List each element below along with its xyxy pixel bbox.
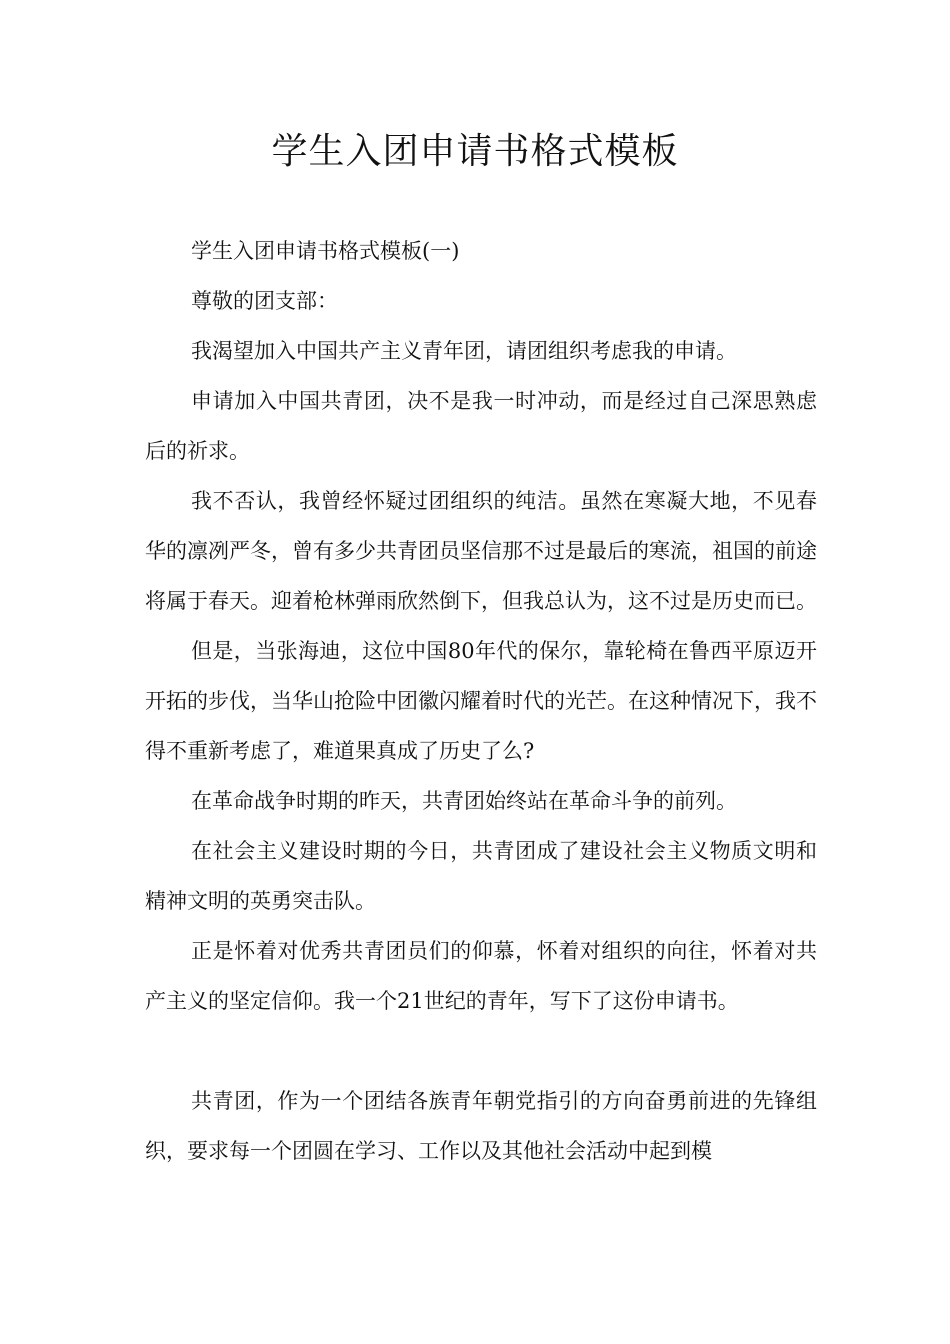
body-paragraph: 正是怀着对优秀共青团员们的仰慕，怀着对组织的向往，怀着对共产主义的坚定信仰。我一个21世纪的青年，写下了这份申请书。	[145, 939, 817, 1013]
body-paragraph: 申请加入中国共青团，决不是我一时冲动，而是经过自己深思熟虑后的祈求。	[145, 389, 817, 463]
subtitle-paragraph: 学生入团申请书格式模板(一)	[191, 239, 460, 263]
page-title: 学生入团申请书格式模板	[271, 131, 679, 172]
document-body	[145, 226, 817, 1176]
paragraph-spacer	[145, 1026, 817, 1076]
body-paragraph: 但是，当张海迪，这位中国80年代的保尔，靠轮椅在鲁西平原迈开开拓的步伐，当华山抢险中团徽闪耀着时代的光芒。在这种情况下，我不得不重新考虑了，难道果真成了历史了么?	[145, 639, 817, 763]
body-paragraph: 在革命战争时期的昨天，共青团始终站在革命斗争的前列。	[191, 789, 737, 813]
salutation-paragraph: 尊敬的团支部：	[191, 289, 338, 313]
body-paragraph: 共青团，作为一个团结各族青年朝党指引的方向奋勇前进的先锋组织，要求每一个团圆在学习、工作以及其他社会活动中起到模	[145, 1089, 817, 1163]
body-paragraph: 我渴望加入中国共产主义青年团，请团组织考虑我的申请。	[191, 339, 737, 363]
body-paragraph: 我不否认，我曾经怀疑过团组织的纯洁。虽然在寒凝大地，不见春华的凛冽严冬，曾有多少共青团员坚信那不过是最后的寒流，祖国的前途将属于春天。迎着枪林弹雨欣然倒下，但我总认为，这不过是历史而已。	[145, 489, 817, 613]
body-paragraph: 在社会主义建设时期的今日，共青团成了建设社会主义物质文明和精神文明的英勇突击队。	[145, 839, 817, 913]
